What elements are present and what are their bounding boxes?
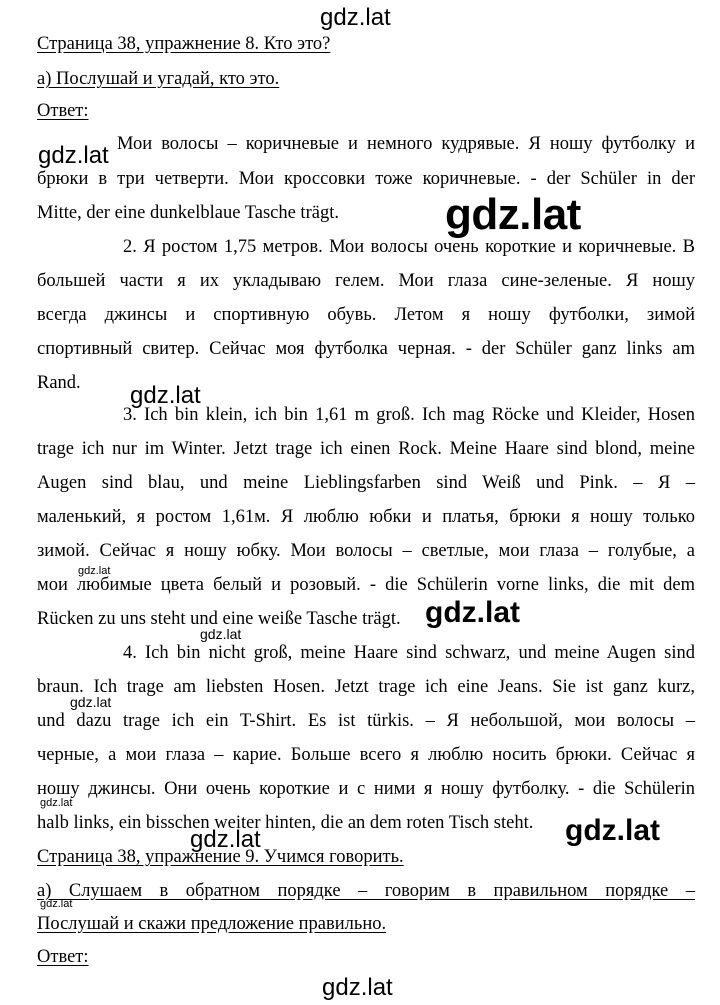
text-line: зимой. Сейчас я ношу юбку. Мои волосы – светлые, мои глаза – голубые, а [37,541,695,561]
text-line: Mitte, der eine dunkelblaue Tasche trägt. [37,203,339,223]
text-line: Rand. [37,373,81,393]
text-line: 3. Ich bin klein, ich bin 1,61 m groß. Ich mag Röcke und Kleider, Hosen [123,405,695,425]
watermark-text: gdz.lat [322,974,393,1001]
watermark-text: gdz.lat [130,382,201,409]
watermark-text: gdz.lat [70,694,112,710]
text-line: спортивный свитер. Сейчас моя футболка черная. - der Schüler ganz links am [37,339,695,359]
exercise-9-task-line: а) Слушаем в обратном порядке – говорим в правильном порядке – [37,881,695,901]
text-line: ношу джинсы. Они очень короткие и с ними я ношу футболку. - die Schülerin [37,779,695,799]
watermark-text: gdz.lat [40,797,73,809]
text-line: маленький, я ростом 1,61м. Я люблю юбки и платья, брюки я ношу только [37,507,695,527]
watermark-text: gdz.lat [445,190,581,239]
exercise-9-answer-label: Ответ: [37,947,89,967]
exercise-9-title: Страница 38, упражнение 9. Учимся говорить. [37,847,404,867]
text-line: 2. Я ростом 1,75 метров. Мои волосы очень короткие и коричневые. В [123,237,695,257]
text-line: брюки в три четверти. Мои кроссовки тоже коричневые. - der Schüler in der [37,169,695,189]
watermark-text: gdz.lat [40,898,73,910]
text-line: und dazu trage ich ein T-Shirt. Es ist türkis. – Я небольшой, мои волосы – [37,711,695,731]
watermark-text: gdz.lat [425,596,520,629]
text-line: черные, а мои глаза – карие. Больше всего я люблю носить брюки. Сейчас я [37,745,695,765]
watermark-text: gdz.lat [320,4,391,31]
text-line: Rücken zu uns steht und eine weiße Tasche trägt. [37,609,401,629]
watermark-text: gdz.lat [565,814,660,847]
text-line: halb links, ein bisschen weiter hinten, die an dem roten Tisch steht. [37,813,534,833]
text-line: braun. Ich trage am liebsten Hosen. Jetzt trage ich eine Jeans. Sie ist ganz kurz, [37,677,695,697]
text-line: мои любимые цвета белый и розовый. - die Schülerin vorne links, die mit dem [37,575,695,595]
watermark-text: gdz.lat [78,565,111,577]
text-line: 4. Ich bin nicht groß, meine Haare sind schwarz, und meine Augen sind [123,643,695,663]
watermark-text: gdz.lat [200,626,242,642]
exercise-9-task-line: Послушай и скажи предложение правильно. [37,914,387,934]
text-line: Мои волосы – коричневые и немного кудрявые. Я ношу футболку и [117,134,695,154]
text-line: всегда джинсы и спортивную обувь. Летом я ношу футболки, зимой [37,305,695,325]
watermark-text: gdz.lat [38,142,109,169]
exercise-8-title: Страница 38, упражнение 8. Кто это? [37,34,331,54]
text-line: Augen sind blau, und meine Lieblingsfarben sind Weiß und Pink. – Я – [37,473,695,493]
watermark-text: gdz.lat [190,826,261,853]
text-line: большей части я их укладываю гелем. Мои глаза сине-зеленые. Я ношу [37,271,695,291]
exercise-8-task: а) Послушай и угадай, кто это. [37,69,280,89]
exercise-8-answer-label: Ответ: [37,101,89,121]
text-line: trage ich nur im Winter. Jetzt trage ich einen Rock. Meine Haare sind blond, meine [37,439,695,459]
